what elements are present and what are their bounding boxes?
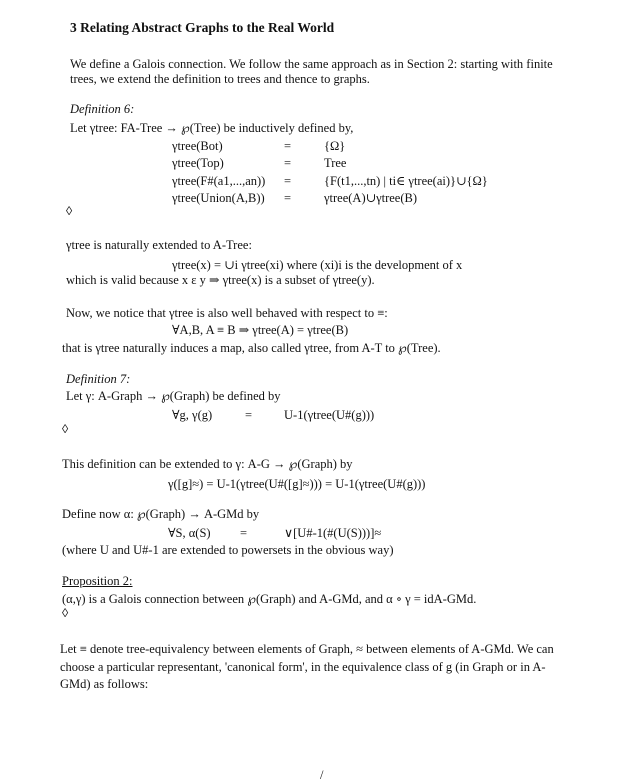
extension-line-1: γtree is naturally extended to A-Tree: bbox=[66, 238, 252, 252]
closing-line-3: GMd) as follows: bbox=[60, 677, 149, 691]
def6-row-4-eq: = bbox=[284, 191, 292, 205]
definition-7-line: Let γ: A-Graph → ℘(Graph) be defined by bbox=[66, 389, 281, 403]
definition-7-heading: Definition 7: bbox=[66, 372, 131, 386]
definition-7-end-mark: ◊ bbox=[62, 422, 69, 436]
intro-line-2: trees, we extend the definition to trees and thence to graphs. bbox=[70, 72, 370, 86]
alpha-line-3: (where U and U#-1 are extended to powersets in the obvious way) bbox=[62, 543, 394, 557]
notice-formula: ∀A,B, A ≡ B ⇒ γtree(A) = γtree(B) bbox=[172, 323, 349, 337]
intro-line-1: We define a Galois connection. We follow the same approach as in Section 2: starting with finite bbox=[70, 57, 553, 71]
def6-row-2-rhs: Tree bbox=[324, 156, 347, 170]
def6-row-3-eq: = bbox=[284, 174, 292, 188]
def7-row-rhs: U-1(γtree(U#(g))) bbox=[284, 408, 375, 422]
def6-row-1-rhs: {Ω} bbox=[324, 139, 346, 153]
proposition-2-end-mark: ◊ bbox=[62, 606, 69, 620]
section-title: 3 Relating Abstract Graphs to the Real World bbox=[70, 20, 335, 35]
def7-row-lhs: ∀g, γ(g) bbox=[172, 408, 213, 422]
alpha-row-eq: = bbox=[240, 526, 248, 540]
closing-line-2: choose a particular representant, 'canonical form', in the equivalence class of g (in Graph or in A- bbox=[60, 660, 546, 674]
alpha-line-1: Define now α: ℘(Graph) → A-GMd by bbox=[62, 507, 260, 521]
def6-row-2-eq: = bbox=[284, 156, 292, 170]
extend-formula: γ([g]≈) = U-1(γtree(U#([g]≈))) = U-1(γtree(U#(g))) bbox=[168, 477, 426, 491]
def6-row-3-lhs: γtree(F#(a1,...,an)) bbox=[172, 174, 266, 188]
proposition-2-heading: Proposition 2: bbox=[62, 574, 133, 588]
proposition-2-line: (α,γ) is a Galois connection between ℘(Graph) and A-GMd, and α ∘ γ = idA-GMd. bbox=[62, 592, 477, 606]
alpha-row-lhs: ∀S, α(S) bbox=[168, 526, 211, 540]
def6-row-2-lhs: γtree(Top) bbox=[172, 156, 224, 170]
extension-formula: γtree(x) = ∪i γtree(xi) where (xi)i is the development of x bbox=[172, 258, 463, 272]
def6-row-1-lhs: γtree(Bot) bbox=[172, 139, 223, 153]
def6-row-4-rhs: γtree(A)∪γtree(B) bbox=[324, 191, 417, 205]
def6-row-1-eq: = bbox=[284, 139, 292, 153]
notice-line-3: that is γtree naturally induces a map, also called γtree, from A-T to ℘(Tree). bbox=[62, 341, 441, 355]
notice-line-1: Now, we notice that γtree is also well behaved with respect to ≡: bbox=[66, 306, 388, 320]
def6-row-3-rhs: {F(t1,...,tn) | ti∈ γtree(ai)}∪{Ω} bbox=[324, 174, 488, 188]
extension-line-3: which is valid because x ε y ⇒ γtree(x) is a subset of γtree(y). bbox=[66, 273, 375, 287]
extend-line-1: This definition can be extended to γ: A-G → ℘(Graph) by bbox=[62, 457, 353, 471]
page-mark: / bbox=[320, 768, 324, 782]
alpha-row-rhs: ∨[U#-1(#(U(S)))]≈ bbox=[284, 526, 382, 540]
def7-row-eq: = bbox=[245, 408, 253, 422]
def6-row-4-lhs: γtree(Union(A,B)) bbox=[172, 191, 265, 205]
definition-6-line: Let γtree: FA-Tree → ℘(Tree) be inductively defined by, bbox=[70, 121, 354, 135]
definition-6-heading: Definition 6: bbox=[70, 102, 135, 116]
definition-6-end-mark: ◊ bbox=[66, 204, 73, 218]
closing-line-1: Let ≡ denote tree-equivalency between elements of Graph, ≈ between elements of A-GMd. We can bbox=[60, 642, 554, 656]
